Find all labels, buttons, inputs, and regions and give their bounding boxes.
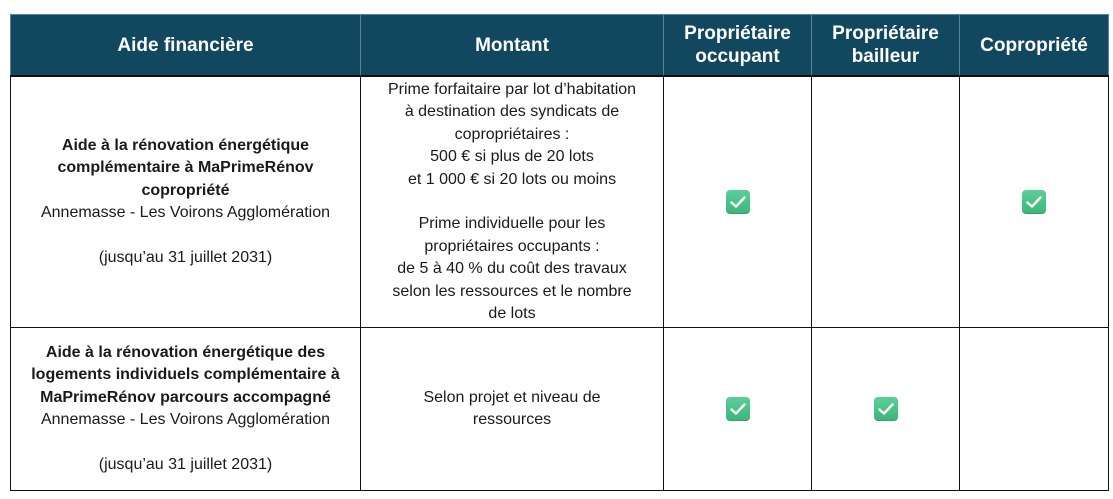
- check-mark-button-icon: [726, 397, 750, 421]
- proprietaire-occupant-cell: [664, 76, 812, 328]
- amount-line: Prime forfaitaire par lot d’habitation: [387, 80, 637, 98]
- amount-line: Selon projet et niveau de: [423, 388, 601, 406]
- check-mark-button-icon: [726, 190, 750, 214]
- amount-line: de 5 à 40 % du coût des travaux: [397, 260, 627, 277]
- table-row: [11, 76, 1109, 328]
- proprietaire-bailleur-cell: [812, 328, 960, 491]
- amount-line: selon les ressources et le nombre: [392, 282, 632, 300]
- amount-line: Prime individuelle pour les: [418, 215, 606, 232]
- amount-spacer: [367, 191, 657, 213]
- financial-aid-table: [10, 14, 1109, 491]
- amount-line: de lots: [488, 305, 536, 322]
- check-mark-button-icon: [874, 397, 898, 421]
- amount-line: ressources: [472, 411, 552, 428]
- proprietaire-bailleur-cell: [812, 76, 960, 328]
- amount-line: à destination des syndicats de: [404, 103, 620, 120]
- copropriete-cell: [960, 76, 1109, 328]
- header-aide-financiere: Aide financière: [11, 15, 361, 77]
- amount-line: copropriétaires :: [454, 125, 570, 143]
- header-copropriete: Copropriété: [960, 15, 1109, 77]
- header-proprietaire-occupant: Propriétaire occupant: [664, 15, 812, 77]
- proprietaire-occupant-cell: [664, 328, 812, 491]
- amount-line: propriétaires occupants :: [424, 237, 600, 255]
- amount-cell: [361, 328, 664, 491]
- aid-title: Aide à la rénovation énergétique des logements individuels complémentaire à MaPrimeRénov parcours accompagné: [31, 343, 340, 406]
- aid-title: Aide à la rénovation énergétique complémentaire à MaPrimeRénov copropriété: [57, 136, 314, 199]
- header-proprietaire-bailleur: Propriétaire bailleur: [812, 15, 960, 77]
- amount-cell: [361, 76, 664, 328]
- aid-end-date: (jusqu’au 31 juillet 2031): [98, 248, 273, 266]
- check-mark-button-icon: [1022, 190, 1046, 214]
- aid-organization: Annemasse - Les Voirons Agglomération: [40, 411, 331, 429]
- table-header-row: [11, 15, 1109, 77]
- aid-cell: [11, 76, 361, 328]
- table-row: [11, 328, 1109, 491]
- aid-organization: Annemasse - Les Voirons Agglomération: [40, 204, 331, 222]
- header-montant: Montant: [361, 15, 664, 77]
- amount-line: 500 € si plus de 20 lots: [430, 148, 594, 165]
- copropriete-cell: [960, 328, 1109, 491]
- aid-cell: [11, 328, 361, 491]
- amount-line: et 1 000 € si 20 lots ou moins: [407, 170, 617, 188]
- aid-end-date: (jusqu’au 31 juillet 2031): [98, 455, 273, 473]
